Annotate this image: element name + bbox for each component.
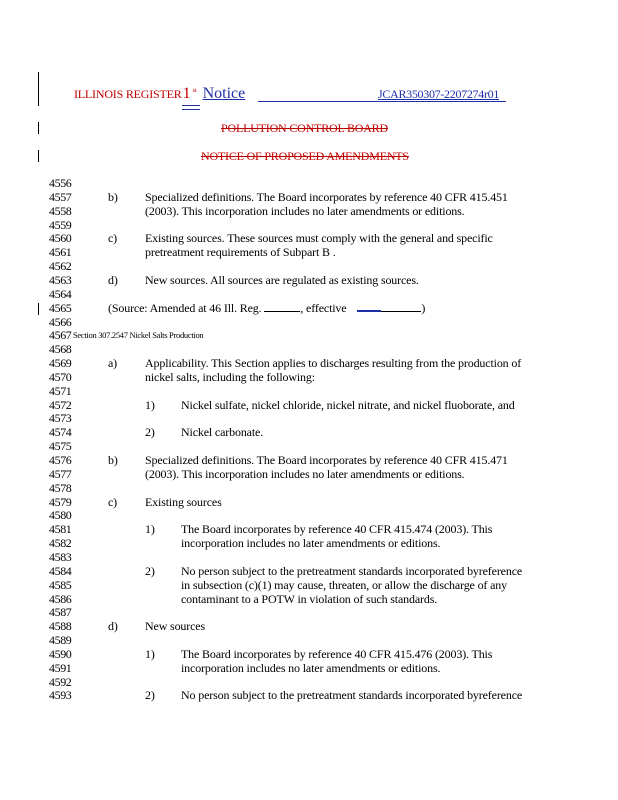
blank-register-number	[264, 301, 300, 312]
subsection-label: d)	[108, 272, 118, 287]
subsection-text: New sources	[145, 619, 205, 634]
line-number: 4588	[49, 619, 72, 634]
line-number: 4582	[49, 536, 72, 551]
line-number: 4585	[49, 577, 72, 592]
subsection-text: Existing sources	[145, 494, 222, 509]
blank-effective-date	[357, 301, 421, 312]
item-label: 2)	[145, 425, 155, 440]
item-text: The Board incorporates by reference 40 CFR 415.474 (2003). This	[181, 522, 493, 537]
line-number: 4592	[49, 674, 72, 689]
item-text: incorporation includes no later amendments or editions.	[181, 660, 441, 675]
header-underline	[182, 105, 200, 106]
line-number: 4559	[49, 217, 72, 232]
item-label: 2)	[145, 563, 155, 578]
item-text: in subsection (c)(1) may cause, threaten, or allow the discharge of any	[181, 577, 508, 592]
line-number: 4591	[49, 660, 72, 675]
source-note	[108, 301, 425, 316]
line-number: 4577	[49, 466, 72, 481]
subsection-label: c)	[108, 494, 118, 509]
subsection-text: New sources. All sources are regulated as existing sources.	[145, 272, 419, 287]
subsection-label: a)	[108, 356, 118, 371]
line-number: 4578	[49, 480, 72, 495]
line-number: 4575	[49, 439, 72, 454]
item-text: Nickel carbonate.	[181, 425, 264, 440]
source-close: )	[421, 300, 426, 315]
line-number: 4564	[49, 286, 72, 301]
item-text: Nickel sulfate, nickel chloride, nickel nitrate, and nickel fluoborate, and	[181, 397, 515, 412]
line-number: 4572	[49, 397, 72, 412]
subsection-text: (2003). This incorporation includes no later amendments or editions.	[145, 466, 465, 481]
board-title: POLLUTION CONTROL BOARD	[221, 121, 388, 135]
notice-title: NOTICE OF PROPOSED AMENDMENTS	[201, 149, 409, 163]
subsection-label: b)	[108, 189, 118, 204]
register-header	[74, 85, 245, 103]
header-underline	[182, 109, 200, 110]
line-number: 4566	[49, 314, 72, 329]
subsection-text: Specialized definitions. The Board incorporates by reference 40 CFR 415.471	[145, 453, 508, 467]
line-number: 4583	[49, 549, 72, 564]
source-prefix: (Source: Amended at 46 Ill. Reg.	[108, 300, 265, 315]
item-label: 1)	[145, 397, 155, 412]
subsection-text: Existing sources. These sources must comply with the general and specific	[145, 231, 493, 246]
line-number: 4560	[49, 231, 72, 246]
line-number: 4567	[49, 328, 72, 343]
document-code: JCAR350307-2207274r01	[378, 87, 500, 101]
change-bar	[38, 150, 39, 162]
notice-label: Notice	[202, 85, 246, 102]
subsection-text: pretreatment requirements of Subpart B .	[145, 245, 336, 260]
item-text: The Board incorporates by reference 40 CFR 415.476 (2003). This	[181, 646, 493, 661]
item-text: No person subject to the pretreatment standards incorporated byreference	[181, 688, 523, 703]
change-bar	[38, 72, 39, 106]
line-number: 4573	[49, 411, 72, 426]
line-number: 4556	[49, 176, 72, 190]
line-number: 4562	[49, 259, 72, 274]
line-number: 4561	[49, 245, 72, 260]
line-number: 4570	[49, 369, 72, 384]
page-number: 1	[182, 85, 191, 102]
subsection-label: d)	[108, 619, 118, 634]
item-label: 1)	[145, 522, 155, 537]
line-number: 4571	[49, 383, 72, 398]
line-number: 4593	[49, 688, 72, 703]
line-number: 4565	[49, 300, 72, 315]
line-number: 4590	[49, 646, 72, 661]
item-label: 2)	[145, 688, 155, 703]
line-number: 4580	[49, 508, 72, 523]
line-number: 4586	[49, 591, 72, 606]
page-number-suffix: st	[192, 87, 197, 94]
item-text: contaminant to a POTW in violation of such standards.	[181, 591, 438, 606]
change-bar	[38, 303, 39, 315]
line-number: 4579	[49, 494, 72, 509]
subsection-label: c)	[108, 231, 118, 246]
line-number: 4576	[49, 453, 72, 467]
register-name: ILLINOIS REGISTER	[74, 87, 182, 101]
change-bar	[38, 122, 39, 134]
subsection-text: Specialized definitions. The Board incorporates by reference 40 CFR 415.451	[145, 189, 508, 204]
line-number: 4563	[49, 272, 72, 287]
line-number: 4558	[49, 203, 72, 218]
line-number: 4557	[49, 189, 72, 204]
subsection-text: nickel salts, including the following:	[145, 369, 315, 384]
line-number: 4568	[49, 342, 72, 357]
subsection-text: Applicability. This Section applies to discharges resulting from the production of	[145, 356, 522, 371]
source-effective: , effective	[300, 300, 350, 315]
item-text: No person subject to the pretreatment standards incorporated byreference	[181, 563, 523, 578]
item-text: incorporation includes no later amendments or editions.	[181, 536, 441, 551]
line-number: 4584	[49, 563, 72, 578]
line-number: 4587	[49, 605, 72, 620]
line-number: 4581	[49, 522, 72, 537]
subsection-label: b)	[108, 453, 118, 467]
subsection-text: (2003). This incorporation includes no later amendments or editions.	[145, 203, 465, 218]
line-number: 4589	[49, 633, 72, 648]
item-label: 1)	[145, 646, 155, 661]
line-number: 4569	[49, 356, 72, 371]
section-heading: Section 307.2547 Nickel Salts Production	[73, 330, 204, 341]
line-number: 4574	[49, 425, 72, 440]
